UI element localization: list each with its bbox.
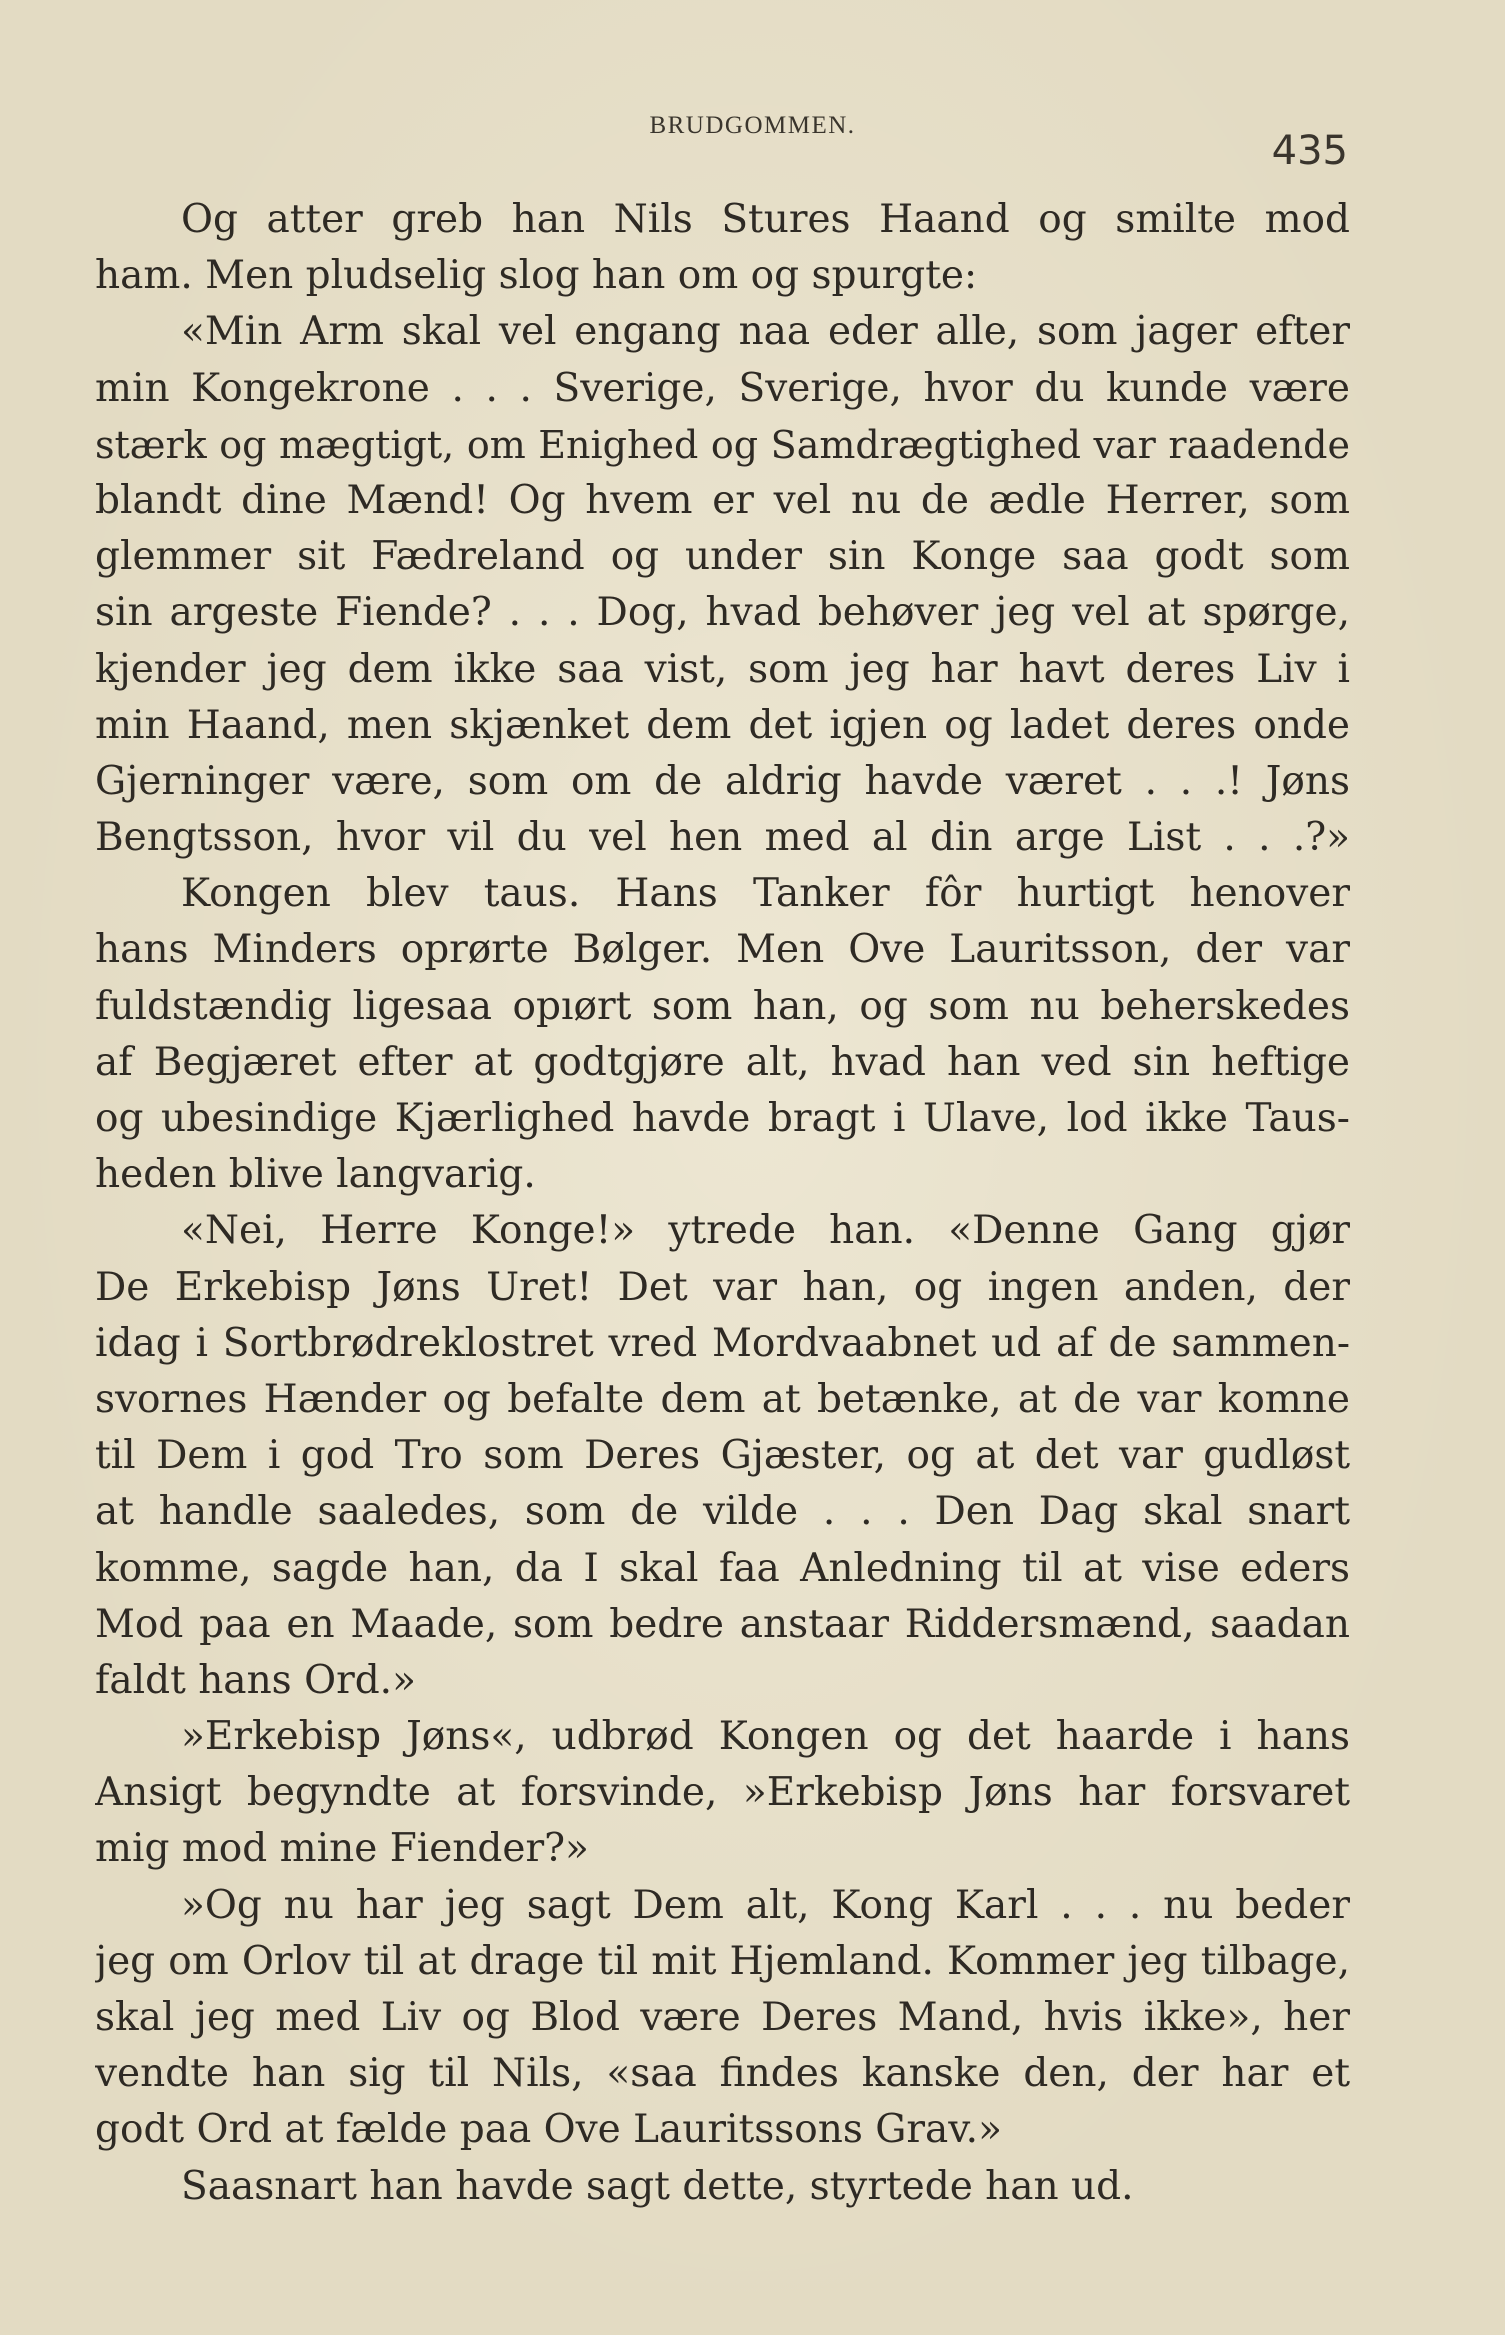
text-line: glemmer sit Fædreland og under sin Konge saa godt som [95,534,1350,580]
text-line: kjender jeg dem ikke saa vist, som jeg har havt deres Liv i [95,646,1350,692]
text-line: fuldstændig ligesaa opıørt som han, og som nu beherskedes [95,983,1350,1029]
text-line: sin argeste Fiende? . . . Dog, hvad behøver jeg vel at spørge, [95,590,1350,636]
text-line: faldt hans Ord.» [95,1657,416,1703]
text-line: hans Minders oprørte Bølger. Men Ove Lauritsson, der var [95,927,1350,973]
text-line: min Kongekrone . . . Sverige, Sverige, hvor du kunde være [95,365,1350,411]
text-line: Kongen blev taus. Hans Tanker fôr hurtigt henover [181,871,1350,917]
text-line: vendte han sig til Nils, «saa findes kanske den, der har et [95,2051,1350,2097]
text-line: »Og nu har jeg sagt Dem alt, Kong Karl . . . nu beder [181,1882,1350,1928]
text-line: «Min Arm skal vel engang naa eder alle, som jager efter [181,309,1350,355]
text-line: og ubesindige Kjærlighed havde bragt i Ulave, lod ikke Taus- [95,1096,1350,1141]
text-line: skal jeg med Liv og Blod være Deres Mand, hvis ikke», her [95,1995,1350,2040]
text-line: min Haand, men skjænket dem det igjen og ladet deres onde [95,702,1350,748]
text-line: ham. Men pludselig slog han om og spurgte: [95,253,978,299]
text-line: Bengtsson, hvor vil du vel hen med al din arge List . . .?» [95,815,1350,861]
text-line: svornes Hænder og befalte dem at betænke, at de var komne [95,1376,1350,1422]
text-line: »Erkebisp Jøns«, udbrød Kongen og det haarde i hans [181,1714,1350,1760]
text-line: Og atter greb han Nils Stures Haand og smilte mod [181,197,1350,242]
text-line: blandt dine Mænd! Og hvem er vel nu de ædle Herrer, som [95,477,1350,523]
text-line: Ansigt begyndte at forsvinde, »Erkebisp Jøns har forsvaret [95,1770,1350,1816]
text-line: «Nei, Herre Konge!» ytrede han. «Denne Gang gjør [181,1208,1350,1254]
text-line: til Dem i god Tro som Deres Gjæster, og at det var gudløst [95,1433,1350,1479]
text-line: at handle saaledes, som de vilde . . . Den Dag skal snart [95,1489,1350,1535]
text-line: Mod paa en Maade, som bedre anstaar Riddersmænd, saadan [95,1601,1350,1647]
running-head: BRUDGOMMEN. [649,112,856,139]
page-number: 435 [1271,128,1348,174]
text-line: heden blive langvarig. [95,1152,536,1198]
text-line: komme, sagde han, da I skal faa Anledning til at vise eders [95,1545,1350,1591]
text-line: godt Ord at fælde paa Ove Lauritssons Grav.» [95,2107,1002,2153]
text-line: Saasnart han havde sagt dette, styrtede han ud. [181,2163,1134,2209]
body-text [95,192,1350,2215]
text-line: jeg om Orlov til at drage til mit Hjemland. Kommer jeg tilbage, [95,1938,1350,1984]
text-line: De Erkebisp Jøns Uret! Det var han, og ingen anden, der [95,1264,1350,1310]
text-line: mig mod mine Fiender?» [95,1826,589,1872]
text-line: af Begjæret efter at godtgjøre alt, hvad han ved sin heftige [95,1039,1350,1085]
text-line: Gjerninger være, som om de aldrig havde været . . .! Jøns [95,758,1350,804]
text-line: idag i Sortbrødreklostret vred Mordvaabnet ud af de sammen- [95,1320,1350,1366]
text-line: stærk og mægtigt, om Enighed og Samdrægtighed var raadende [95,422,1350,467]
